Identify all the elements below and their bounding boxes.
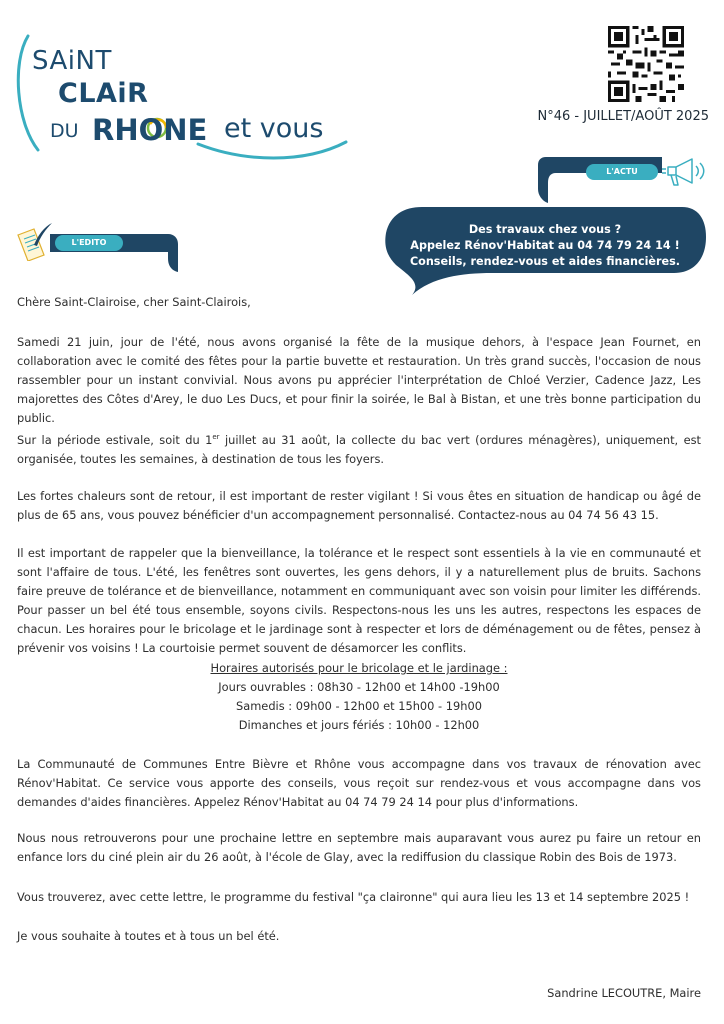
letter-paragraph-4: Il est important de rappeler que la bienveillance, la tolérance et le respect sont essentiels à la vie en communauté et sont l'affaire de tous. L'été, les fenêtres sont ouvertes, les gens dehors, il y a naturellement plus de bruits. Sachons faire preuve de tolérance et de bienveillance, notamment en communiquant avec son voisin pour limiter les différends. Pour passer un bel été tous ensemble, soyons civils. Respectons-nous les uns les autres, respectons les espaces de chacun. Les horaires pour le bricolage et le jardinage sont à respecter et lors de déménagement ou de fêtes, pensez à prévenir vos voisins ! La courtoisie permet souvent de désamorcer les conflits. — [17, 546, 701, 655]
actu-callout-text — [384, 222, 706, 270]
letter-greeting: Chère Saint-Clairoise, cher Saint-Clairois, — [17, 295, 251, 309]
letter-paragraph-1: Samedi 21 juin, jour de l'été, nous avons organisé la fête de la musique dehors, à l'espace Jean Fournet, en collaboration avec le comité des fêtes pour la partie buvette et restauration. Un très grand succès, l'occasion de nous rassembler pour un instant convivial. Nous avons pu apprécier l'interprétation de Chloé Verzier, Cadence Jazz, Les majorettes des Côtes d'Arey, le duo Les Ducs, et pour finir la soirée, le Bal à Bistan, et une très bonne participation du public. — [17, 335, 701, 425]
logo-rhone: RHONE — [92, 113, 208, 147]
letter-paragraph-7: Vous trouverez, avec cette lettre, le programme du festival "ça claironne" qui aura lieu les 13 et 14 septembre 2025 ! — [17, 890, 690, 904]
issue-number: N°46 - JUILLET/AOÛT 2025 — [537, 109, 709, 124]
logo-clair: CLAiR — [58, 78, 149, 109]
logo-et-vous: et vous — [224, 113, 324, 144]
hours-saturdays: Samedis : 09h00 - 12h00 et 15h00 - 19h00 — [236, 699, 482, 713]
hours-title: Horaires autorisés pour le bricolage et le jardinage : — [210, 661, 508, 675]
logo-du: DU — [50, 120, 79, 142]
p2-end: juillet au 31 août, la collecte du bac vert (ordures ménagères), uniquement, est organisée, toutes les semaines, à destination de tous les foyers. — [17, 432, 701, 466]
edito-tab: L'EDITO — [55, 235, 123, 251]
hours-weekdays: Jours ouvrables : 08h30 - 12h00 et 14h00 -19h00 — [218, 680, 500, 694]
p2-start: Sur la période estivale, soit du 1 — [17, 432, 213, 447]
megaphone-icon — [662, 155, 710, 189]
letter-paragraph-6: Nous nous retrouverons pour une prochaine lettre en septembre mais auparavant vous aurez pu faire un retour en enfance lors du ciné plein air du 26 août, à l'école de Glay, avec la rediffusion du classique Robin des Bois de 1973. — [17, 831, 701, 864]
actu-tab: L'ACTU — [586, 164, 658, 180]
callout-line-3: Conseils, rendez-vous et aides financières. — [409, 255, 681, 268]
p2-superscript: er — [212, 433, 220, 441]
letter-paragraph-3: Les fortes chaleurs sont de retour, il est important de rester vigilant ! Si vous êtes en situation de handicap ou âgé de plus de 65 ans, vous pouvez bénéficier d'un accompagnement personnalisé. Contactez-nous au 04 74 56 43 15. — [17, 489, 701, 522]
letter-paragraph-8: Je vous souhaite à toutes et à tous un bel été. — [17, 929, 280, 943]
letter-paragraph-2 — [17, 428, 701, 469]
callout-line-1: Des travaux chez vous ? — [468, 223, 622, 236]
hours-sundays: Dimanches et jours fériés : 10h00 - 12h00 — [238, 718, 480, 732]
callout-line-2: Appelez Rénov'Habitat au 04 74 79 24 14 ! — [410, 239, 680, 252]
signature: Sandrine LECOUTRE, Maire — [547, 986, 701, 1000]
letter-paragraph-5: La Communauté de Communes Entre Bièvre et Rhône vous accompagne dans vos travaux de rénovation avec Rénov'Habitat. Ce service vous apporte des conseils, vous reçoit sur rendez-vous et vous accompagne dans vos demandes d'aides financières. Appelez Rénov'Habitat au 04 74 79 24 14 pour plus d'informations. — [17, 757, 701, 809]
logo-saint: SAiNT — [32, 46, 112, 76]
qr-code-icon — [608, 26, 684, 102]
